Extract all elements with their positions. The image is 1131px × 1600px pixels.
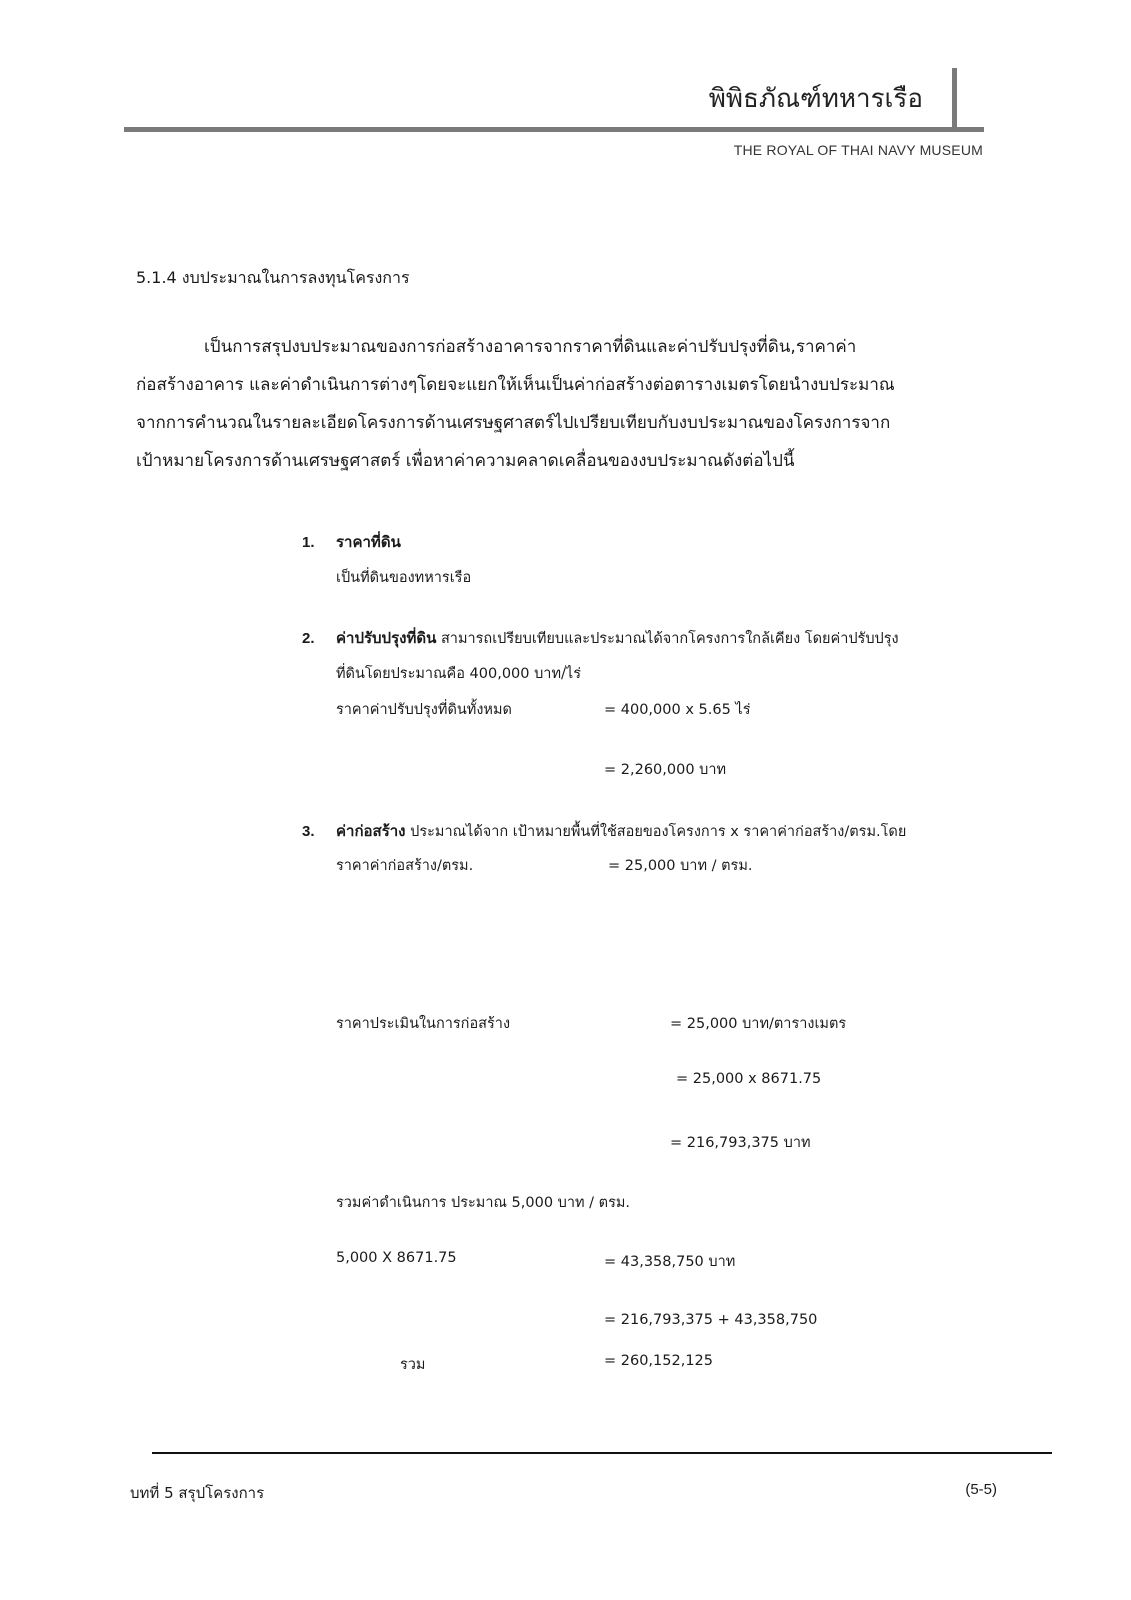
operation-calc-label: 5,000 X 8671.75 <box>336 1250 457 1266</box>
item-1-heading: ราคาที่ดิน <box>336 533 401 551</box>
land-improvement-total-label: ราคาค่าปรับปรุงที่ดินทั้งหมด <box>336 702 512 718</box>
construction-per-sqm-eq: = 25,000 บาท / ตรม. <box>608 858 753 874</box>
header-subtitle: THE ROYAL OF THAI NAVY MUSEUM <box>733 142 983 158</box>
total-label: รวม <box>400 1357 426 1373</box>
estimate-eq2: = 25,000 x 8671.75 <box>676 1071 822 1087</box>
item-1-text: เป็นที่ดินของทหารเรือ <box>336 570 472 586</box>
paragraph-line: ก่อสร้างอาคาร และค่าดำเนินการต่างๆโดยจะแยกให้เห็นเป็นค่าก่อสร้างต่อตารางเมตรโดยนำงบประมาณ <box>136 375 895 395</box>
intro-paragraph <box>136 328 996 480</box>
paragraph-line: เป็นการสรุปงบประมาณของการก่อสร้างอาคารจากราคาที่ดินและค่าปรับปรุงที่ดิน,ราคาค่า <box>204 337 857 357</box>
header-title: พิพิธภัณฑ์ทหารเรือ <box>708 84 923 114</box>
item-2-text: สามารถเปรียบเทียบและประมาณได้จากโครงการใกล้เคียง โดยค่าปรับปรุง <box>436 631 899 647</box>
item-2-line <box>336 626 899 650</box>
footer-rule <box>152 1452 1052 1454</box>
estimate-eq3: = 216,793,375 บาท <box>670 1135 811 1151</box>
total-eq: = 260,152,125 <box>604 1353 714 1369</box>
operation-eq1: = 43,358,750 บาท <box>604 1254 736 1270</box>
item-2-number: 2. <box>302 630 315 647</box>
paragraph-line: จากการคำนวณในรายละเอียดโครงการด้านเศรษฐศาสตร์ไปเปรียบเทียบกับงบประมาณของโครงการจาก <box>136 413 891 433</box>
operation-eq2: = 216,793,375 + 43,358,750 <box>604 1312 818 1328</box>
item-3-line <box>336 819 906 843</box>
footer-chapter: บทที่ 5 สรุปโครงการ <box>130 1484 265 1502</box>
item-1-number: 1. <box>302 534 315 551</box>
land-improvement-eq2: = 2,260,000 บาท <box>604 762 727 778</box>
item-2-text-line: ที่ดินโดยประมาณคือ 400,000 บาท/ไร่ <box>336 666 581 682</box>
item-3-heading: ค่าก่อสร้าง <box>336 822 406 840</box>
header-horizontal-rule <box>124 127 984 132</box>
paragraph-line: เป้าหมายโครงการด้านเศรษฐศาสตร์ เพื่อหาค่าความคลาดเคลื่อนของงบประมาณดังต่อไปนี้ <box>136 451 795 471</box>
estimate-eq1: = 25,000 บาท/ตารางเมตร <box>670 1016 847 1032</box>
construction-per-sqm-label: ราคาค่าก่อสร้าง/ตรม. <box>336 858 474 874</box>
header-vertical-rule <box>952 68 957 130</box>
estimate-label: ราคาประเมินในการก่อสร้าง <box>336 1016 511 1032</box>
operation-label: รวมค่าดำเนินการ ประมาณ 5,000 บาท / ตรม. <box>336 1195 631 1211</box>
land-improvement-eq1: = 400,000 x 5.65 ไร่ <box>604 702 751 718</box>
item-2-heading: ค่าปรับปรุงที่ดิน <box>336 629 437 647</box>
footer-page-number: (5-5) <box>965 1481 997 1498</box>
item-3-text: ประมาณได้จาก เป้าหมายพื้นที่ใช้สอยของโครงการ x ราคาค่าก่อสร้าง/ตรม.โดย <box>405 824 907 840</box>
section-title: 5.1.4 งบประมาณในการลงทุนโครงการ <box>136 268 410 287</box>
item-3-number: 3. <box>302 823 315 840</box>
